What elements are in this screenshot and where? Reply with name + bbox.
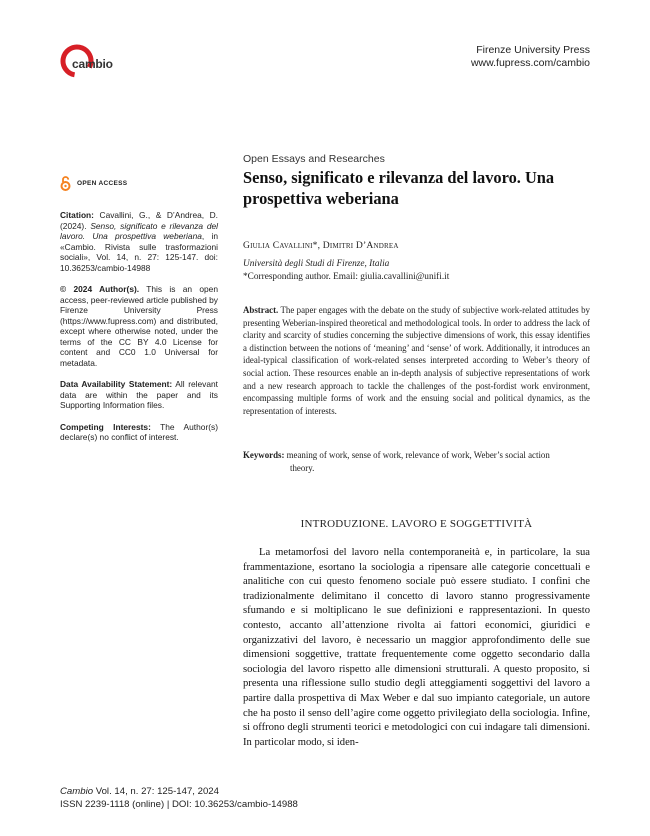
- citation-label: Citation:: [60, 210, 94, 220]
- publisher-url[interactable]: www.fupress.com/cambio: [470, 57, 590, 69]
- article-authors: Giulia Cavallini*, Dimitri D’Andrea: [243, 240, 399, 251]
- copyright-block: [60, 284, 218, 368]
- cambio-logo: [60, 44, 120, 84]
- author-affiliation-block: [243, 258, 590, 284]
- abstract: [243, 304, 590, 417]
- section-heading: INTRODUZIONE. LAVORO E SOGGETTIVITÀ: [300, 518, 533, 530]
- open-access-icon: [60, 176, 71, 191]
- competing-interests-text: The Author(s) declare(s) no conflict of interest.: [60, 421, 218, 442]
- publisher-name: Firenze University Press: [476, 44, 590, 56]
- data-availability-label: Data Availability Statement:: [60, 379, 173, 389]
- page-footer: [60, 786, 298, 811]
- keywords-list: meaning of work, sense of work, relevance of work, Weber’s social action: [284, 450, 550, 460]
- competing-interests-block: [60, 422, 218, 443]
- journal-name: Cambio: [60, 786, 94, 797]
- article-sidebar: [60, 210, 218, 454]
- keywords: [243, 449, 590, 474]
- article-title: Senso, significato e rilevanza del lavoro. Una prospettiva weberiana: [243, 168, 555, 208]
- citation-authors: Cavallini, G., & D’Andrea, D. (2024).: [60, 210, 218, 231]
- open-access-label: OPEN ACCESS: [77, 180, 128, 187]
- logo-text: cambio: [72, 57, 113, 71]
- journal-issue: Vol. 14, n. 27: 125-147, 2024: [93, 786, 219, 797]
- publisher-info: [471, 44, 590, 70]
- keywords-list-continued: theory.: [290, 462, 315, 473]
- affiliation: Università degli Studi di Firenze, Italia: [243, 259, 390, 269]
- copyright-text: This is an open access, peer-reviewed article published by Firenze University Press (https://www.fupress.com) and distributed, except where otherwise noted, under the terms of the CC BY 4.0 License for content and CC0 1.0 Universal for metadata.: [60, 284, 218, 368]
- keywords-label: Keywords:: [243, 450, 285, 460]
- corresponding-author: *Corresponding author. Email: giulia.cavallini@unifi.it: [243, 272, 450, 282]
- citation-rest: , in «Cambio. Rivista sulle trasformazioni sociali», Vol. 14, n. 27: 125-147. doi: 10.36253/cambio-14988: [60, 231, 218, 273]
- abstract-text: The paper engages with the debate on the study of subjective work-related attitudes by presenting Weberian-inspired theoretical and methodological tools. In order to address the lack of clarity and scarcity of studies concerning the subjective dimensions of work, this essay identifies a distinction between the notions of ‘meaning’ and ‘sense’ of work. Additionally, it introduces an ideal-typical classification of work-related senses interpreted according to Weber’s theory of social action. These resources enable an in-depth analysis of subjective representations of work and a new research approach to tackle the challenges of the post-fordist work environment, encompassing multiple forms of work and the ensuing social and political dynamics, as the representation of interests.: [243, 305, 590, 416]
- body-paragraph: La metamorfosi del lavoro nella contemporaneità e, in particolare, la sua frammentazione, esortano la sociologia a ripensare alle categorie concettuali e analitiche con cui questo fenomeno sociale può essere studiato. I confini che tradizionalmente delimitano il concetto di lavoro stanno progressivamente sfumando e si moltiplicano le sue definizioni e rappresentazioni. In questo contesto, accanto all’attenzione rivolta ai fattori economici, giuridici e organizzativi del lavoro, è necessario un maggior approfondimento delle sue dimensioni soggettive, trattate frequentemente come oggetto secondario dalla sociologia del lavoro rispetto alle dimensioni strutturali. A questo proposito, si presenta una riflessione sullo studio degli atteggiamenti soggettivi del lavoro a partire dalla prospettiva di Max Weber e dal suo impianto categoriale, un autore che ha posto il senso dell’agire come oggetto privilegiato della sociologia. Infine, si offrono degli strumenti teorici e metodologici con cui indagare tali dimensioni. In particolar modo, si iden-: [243, 547, 590, 748]
- data-availability-block: [60, 379, 218, 411]
- citation-title: Senso, significato e rilevanza del lavoro. Una prospettiva weberiana: [60, 220, 218, 241]
- abstract-label: Abstract.: [243, 305, 279, 315]
- open-access-badge: [60, 176, 127, 191]
- section-label: Open Essays and Researches: [243, 153, 385, 165]
- data-availability-text: All relevant data are within the paper and its Supporting Information files.: [60, 379, 218, 410]
- citation-block: [60, 210, 218, 273]
- copyright-label: © 2024 Author(s).: [60, 284, 140, 294]
- issn-doi: ISSN 2239-1118 (online) | DOI: 10.36253/cambio-14988: [60, 798, 298, 810]
- competing-interests-label: Competing Interests:: [60, 421, 151, 432]
